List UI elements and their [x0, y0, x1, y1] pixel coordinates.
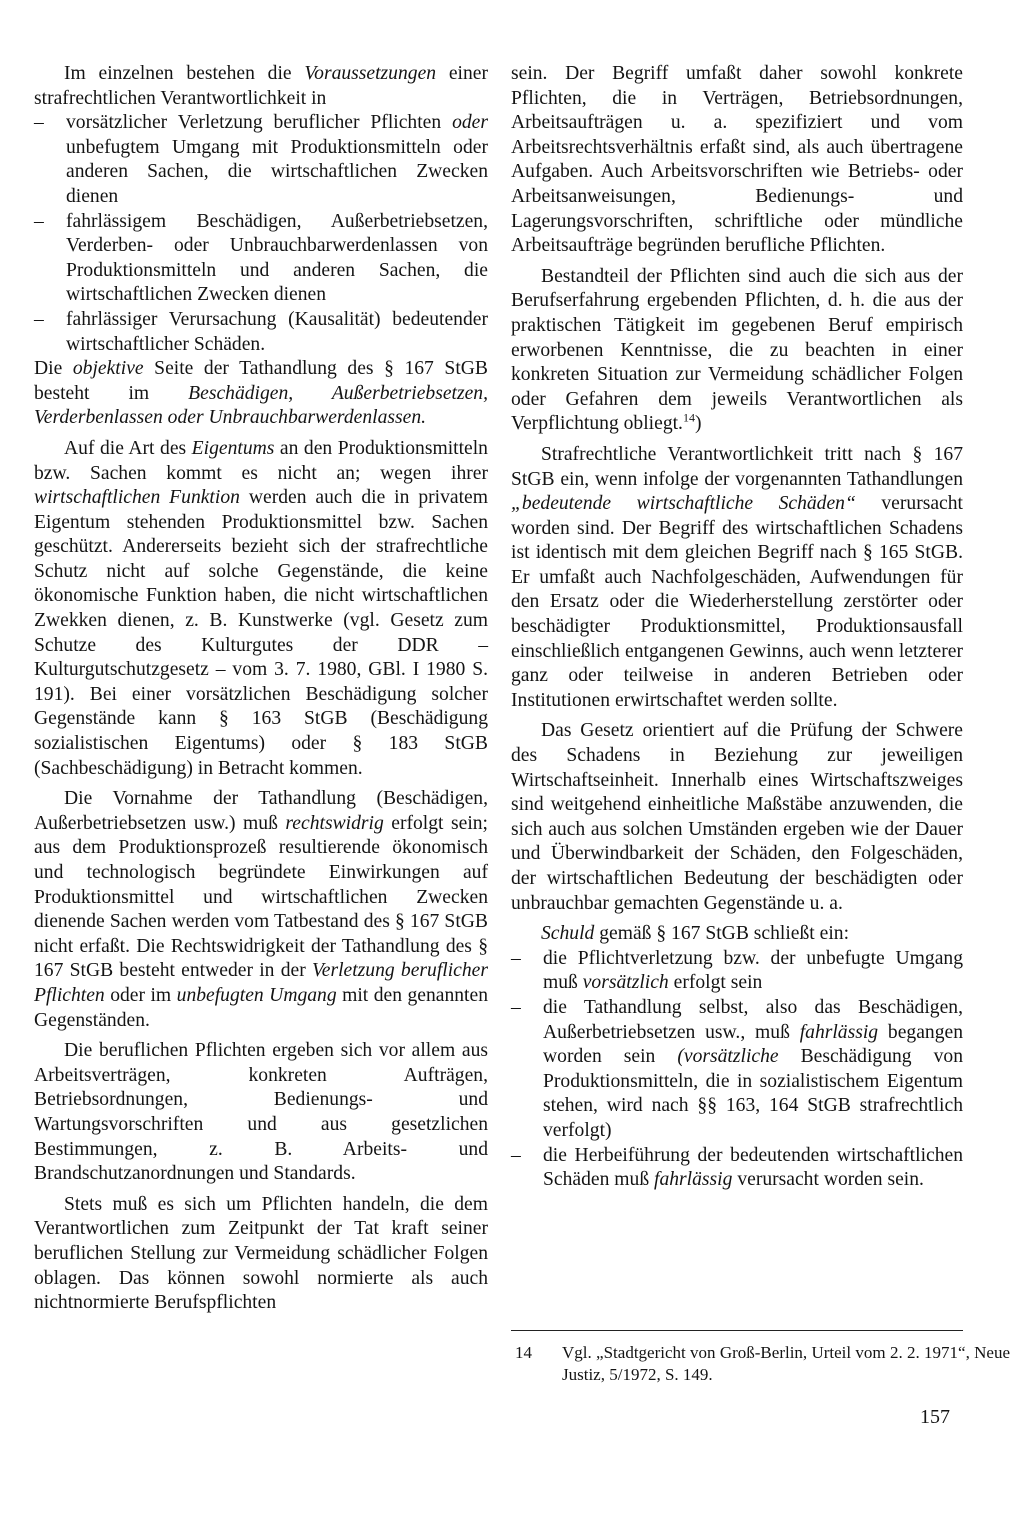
paragraph-property: Auf die Art des Eigentums an den Produktionsmitteln bzw. Sachen kommt es nicht an; wegen ihrer wirtschaftlichen Funktion werden auch die in privatem Eigentum stehenden Produktionsmittel bzw. Sachen geschützt. Andererseits bezieht sich der strafrechtliche Schutz nicht auf solche Gegenstände, die keine ökonomische Funktion haben, die nicht wirtschaftlichen Zwekken dienen, z. B. Kunstwerke (vgl. Gesetz zum Schutze des Kulturgutes der DDR – Kulturgutschutzgesetz – vom 3. 7. 1980, GBl. I 1980 S. 191). Bei einer vorsätzlichen Beschädigung solcher Gegenstände kann § 163 StGB (Beschädigung sozialistischen Eigentums) oder § 183 StGB (Sachbeschädigung) in Betracht kommen.	[34, 437, 488, 779]
left-column	[34, 62, 488, 1316]
footnote-text: Vgl. „Stadtgericht von Groß-Berlin, Urteil vom 2. 2. 1971“, Neue Justiz, 5/1972, S. 149.	[562, 1343, 1010, 1384]
list-item: – die Pflichtverletzung bzw. der unbefugte Umgang muß vorsätzlich erfolgt sein	[511, 947, 963, 994]
footnote-number: 14	[515, 1343, 532, 1362]
list-item: – fahrlässigem Beschädigen, Außerbetriebsetzen, Verderben- oder Unbrauchbarwerdenlassen von Produktionsmitteln und anderen Sachen, die wirtschaftlichen Zwecken dienen	[34, 210, 488, 306]
paragraph-intro: Im einzelnen bestehen die Voraussetzungen einer strafrechtlichen Verantwortlichkeit in	[34, 63, 488, 109]
right-column	[511, 62, 963, 1193]
footnote-divider	[511, 1330, 963, 1331]
paragraph-objective: Die objektive Seite der Tathandlung des § 167 StGB besteht im Beschädigen, Außerbetriebsetzen, Verderbenlassen oder Unbrauchbarwerdenlassen.	[34, 358, 488, 429]
paragraph-guilt: Schuld gemäß § 167 StGB schließt ein:	[541, 923, 850, 945]
paragraph-continued: sein. Der Begriff umfaßt daher sowohl konkrete Pflichten, die in Verträgen, Betriebsordnungen, Arbeitsaufträgen u. a. spezifiziert und vom Arbeitsrechtsverhältnis erfaßt sind, als auch übertragene Aufgaben. Auch Arbeitsvorschriften wie Betriebs- oder Arbeitsanweisungen, Bedienungs- und Lagerungsvorschriften, schriftliche oder mündliche Arbeitsaufträge begründen berufliche Pflichten.	[511, 63, 963, 257]
page-number: 157	[920, 1406, 950, 1428]
list-item: – fahrlässiger Verursachung (Kausalität) bedeutender wirtschaftlicher Schäden.	[34, 308, 488, 355]
paragraph-always: Stets muß es sich um Pflichten handeln, die dem Verantwortlichen zum Zeitpunkt der Tat kraft seiner beruflichen Stellung zur Vermeidung schädlicher Folgen oblagen. Das können sowohl normierte als auch nichtnormierte Berufspflichten	[34, 1193, 488, 1314]
paragraph-duties: Die beruflichen Pflichten ergeben sich vor allem aus Arbeitsverträgen, konkreten Aufträgen, Betriebsordnungen, Bedienungs- und Wartungsvorschriften und aus gesetzlichen Bestimmungen, z. B. Arbeits- und Brandschutzanordnungen und Standards.	[34, 1040, 488, 1185]
list-item: – vorsätzlicher Verletzung beruflicher Pflichten oder unbefugtem Umgang mit Produktionsmitteln oder anderen Sachen, die wirtschaftlichen Zwecken dienen	[34, 112, 488, 207]
paragraph-experience: Bestandteil der Pflichten sind auch die sich aus der Berufserfahrung ergebenden Pflichten, d. h. die aus der praktischen Tätigkeit im gegebenen Beruf empirisch erworbenen Kenntnisse, die zu beachten in einer konkreten Situation zur Vermeidung schädlicher Folgen oder Gefahren dem jeweils Verantwortlichen als Verpflichtung obliegt.$^{14}$)	[511, 265, 963, 435]
paragraph-law: Das Gesetz orientiert auf die Prüfung der Schwere des Schadens in Beziehung zur jeweiligen Wirtschaftseinheit. Innerhalb eines Wirtschaftszweiges sind weitgehend einheitliche Maßstäbe anzuwenden, die sich auch aus solchen Umständen ergeben wie der Dauer und Überwindbarkeit der Schäden, den Folgeschäden, der wirtschaftlichen Bedeutung der beschädigten oder unbrauchbar gemachten Gegenstände u. a.	[511, 720, 963, 914]
list-item: – die Tathandlung selbst, also das Beschädigen, Außerbetriebsetzen usw., muß fahrlässig begangen worden sein (vorsätzliche Beschädigung von Produktionsmitteln, die in sozialistischem Eigentum stehen, wird nach §§ 163, 164 StGB strafrechtlich verfolgt)	[511, 996, 964, 1141]
paragraph-responsibility: Strafrechtliche Verantwortlichkeit tritt nach § 167 StGB ein, wenn infolge der vorgenannten Tathandlungen „bedeutende wirtschaftliche Schäden“ verursacht worden sind. Der Begriff des wirtschaftlichen Schadens ist identisch mit dem gleichen Begriff nach § 165 StGB. Er umfaßt auch Nachfolgeschäden, Aufwendungen für den Ersatz oder die Wiederherstellung zerstörter oder beschädigter Produktionsmittel, Produktionsausfall einschließlich entgangenen Gewinns, auch wenn letzterer ganz oder teilweise in anderen Betrieben oder Institutionen erwirtschaftet werden sollte.	[511, 443, 963, 711]
footnote-reference: 14	[682, 410, 695, 425]
footnote	[515, 1342, 1010, 1386]
list-item: – die Herbeiführung der bedeutenden wirtschaftlichen Schäden muß fahrlässig verursacht worden sein.	[511, 1144, 963, 1191]
paragraph-unlawful: Die Vornahme der Tathandlung (Beschädigen, Außerbetriebsetzen usw.) muß rechtswidrig erfolgt sein; aus dem Produktionsprozeß resultierende ökonomisch und technologisch begründete Einwirkungen auf Produktionsmittel und wirtschaftlichen Zwecken dienende Sachen werden vom Tatbestand des § 167 StGB nicht erfaßt. Die Rechtswidrigkeit der Tathandlung des § 167 StGB besteht entweder in der Verletzung beruflicher Pflichten oder im unbefugten Umgang mit den genannten Gegenständen.	[34, 788, 488, 1031]
